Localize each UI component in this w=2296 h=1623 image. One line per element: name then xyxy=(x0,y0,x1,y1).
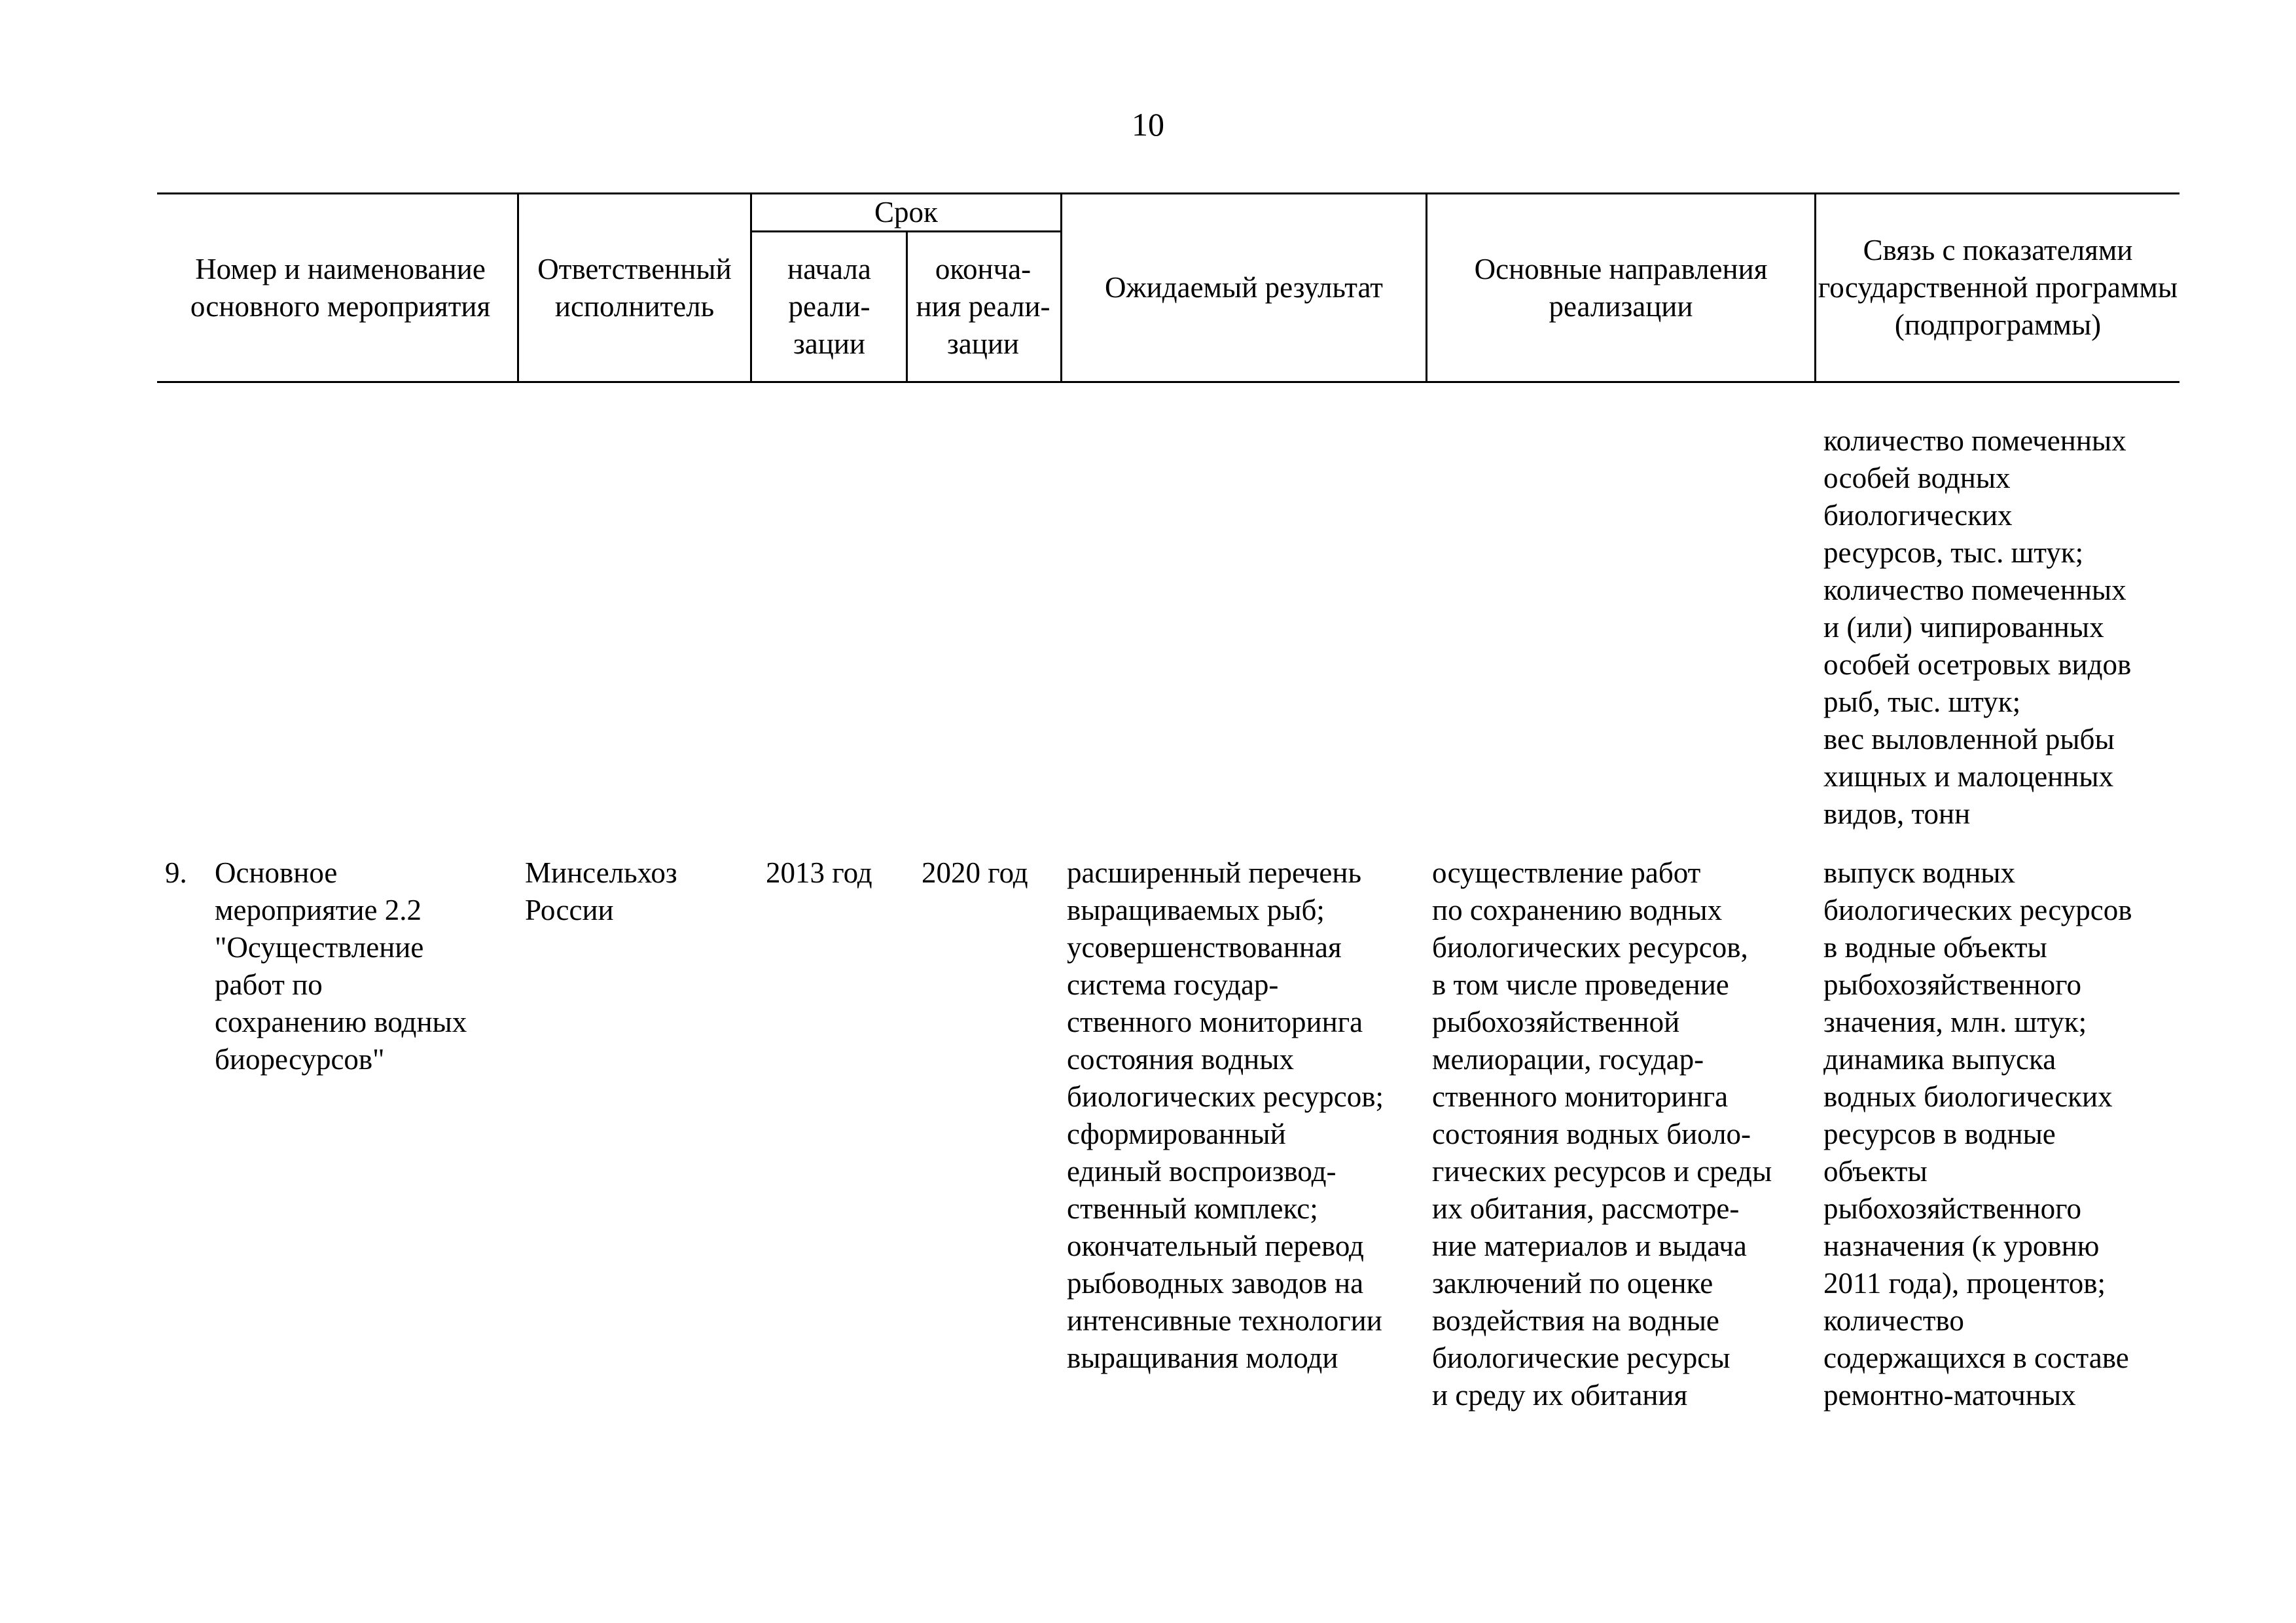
indicators-continuation: количество помеченных особей водных биологических ресурсов, тыс. штук; количество помеченных и (или) чипированных особей осетровых видов рыб, тыс. штук; вес выловленной рыбы хищных и малоценных видов, тонн xyxy=(1823,424,2132,830)
start-year: 2013 год xyxy=(766,856,872,889)
measure-name: Основное мероприятие 2.2 "Осуществление работ по сохранению водных биоресурсов" xyxy=(215,856,467,1076)
header-executor: Ответственный исполнитель xyxy=(537,252,732,323)
header-indicators: Связь с показателями государственной программы (подпрограммы) xyxy=(1818,234,2178,341)
row-number: 9. xyxy=(165,856,187,889)
end-year: 2020 год xyxy=(922,856,1028,889)
header-divider xyxy=(906,230,908,383)
implementation-directions: осуществление работ по сохранению водных биологических ресурсов, в том числе проведение рыбохозяйственной мелиорации, государ- ственного мониторинга состояния водных биоло- гических ресурсов и среды их обитания, рассмотре- ние материалов и выдача заключений по оценке воздействия на водные биологические ресурсы и среду их обитания xyxy=(1432,856,1772,1412)
header-end: оконча-ния реали-зации xyxy=(916,253,1050,360)
program-indicators: выпуск водных биологических ресурсов в водные объекты рыбохозяйственного значения, млн. штук; динамика выпуска водных биологических ресурсов в водные объекты рыбохозяйственного назначения (к уровню 2011 года), процентов; количество содержащихся в составе ремонтно-маточных xyxy=(1823,856,2132,1412)
header-directions: Основные направления реализации xyxy=(1474,252,1768,323)
expected-result: расширенный перечень выращиваемых рыб; усовершенствованная система государ- ственного мониторинга состояния водных биологических ресурсов; сформированный единый воспроизвод- ственный комплекс; окончательный перевод рыбоводных заводов на интенсивные технологии выращивания молоди xyxy=(1067,856,1384,1374)
header-term: Срок xyxy=(874,196,938,228)
executor: Минсельхоз России xyxy=(525,856,677,926)
header-name: Номер и наименование основного мероприятия xyxy=(190,252,491,323)
header-expected-result: Ожидаемый результат xyxy=(1105,271,1383,304)
page-number: 10 xyxy=(1132,106,1164,143)
header-start: начала реали-зации xyxy=(787,253,871,360)
table-header-bottom-rule xyxy=(157,381,2179,383)
